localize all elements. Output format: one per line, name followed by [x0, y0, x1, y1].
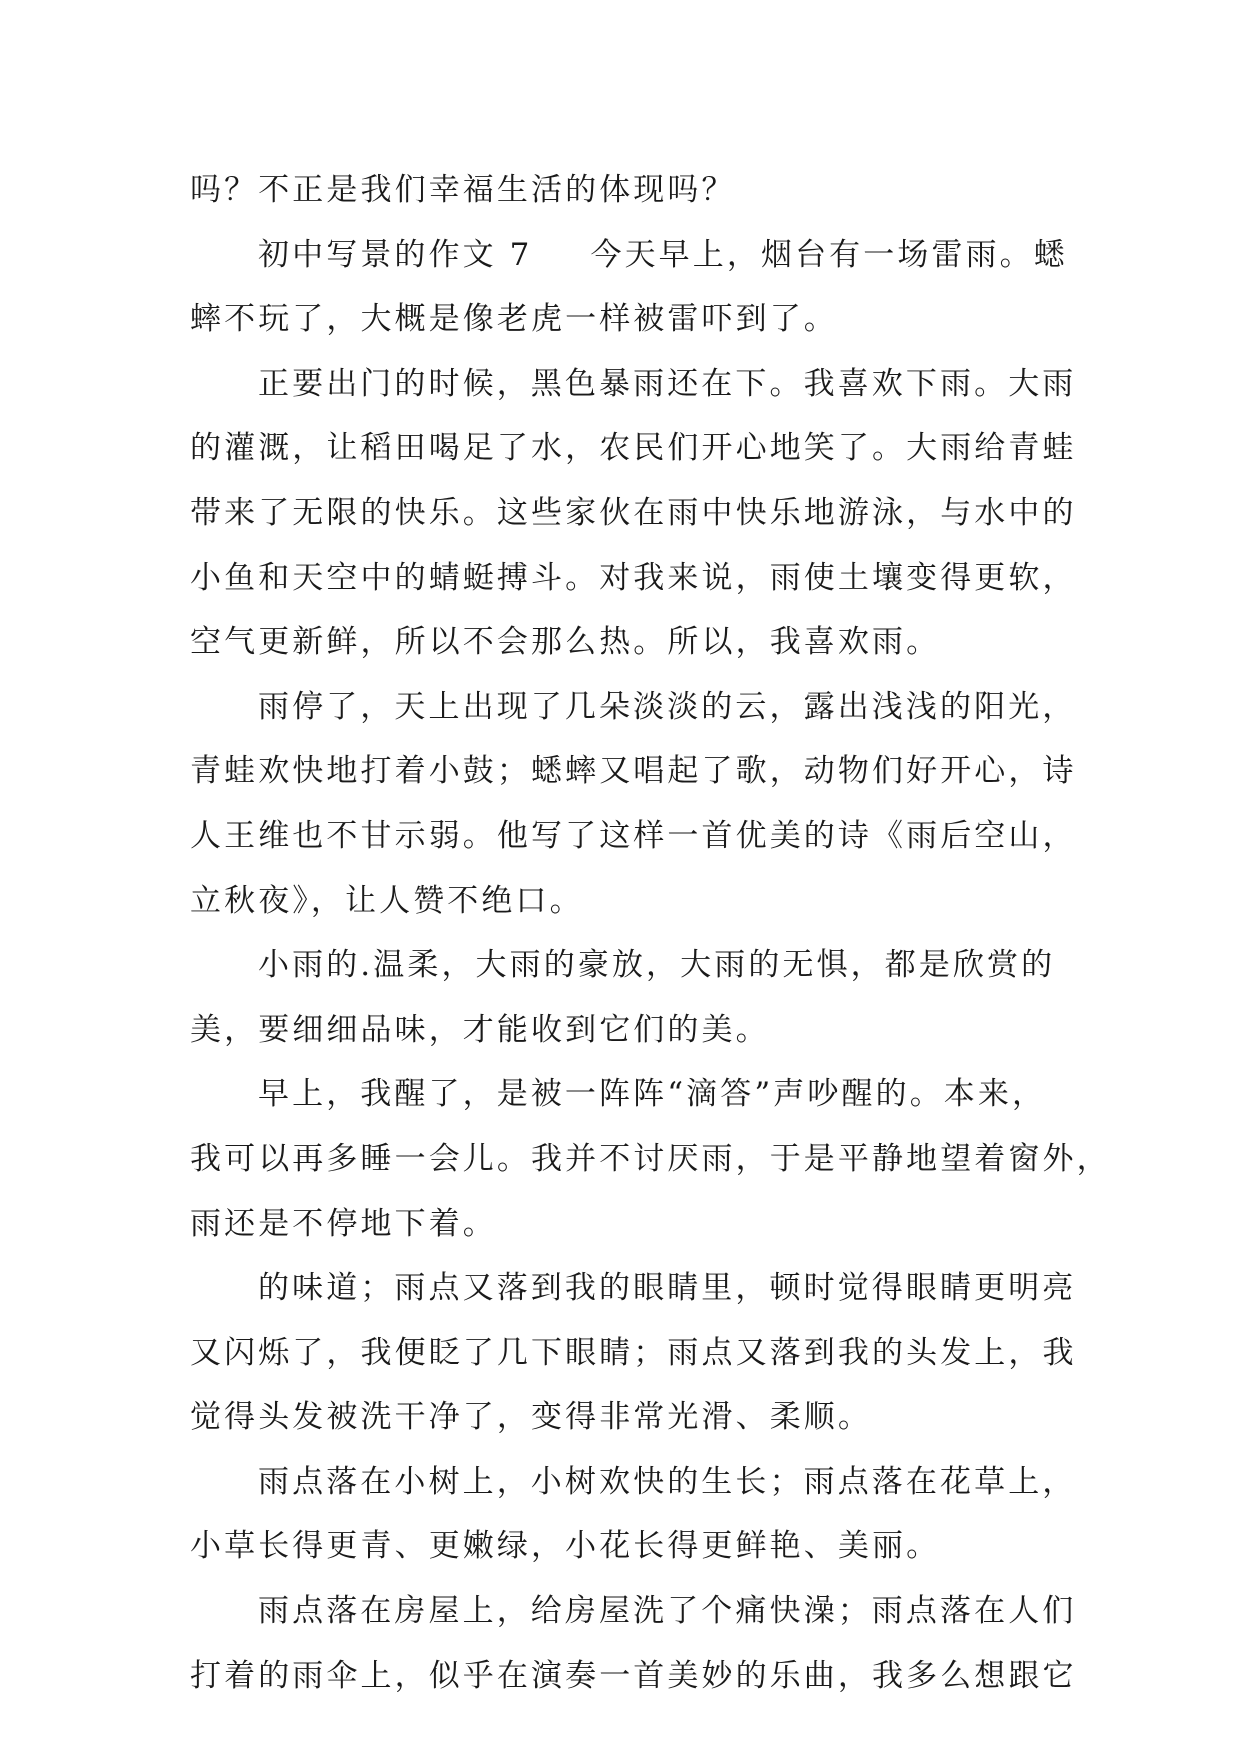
text-line: 的灌溉，让稻田喝足了水，农民们开心地笑了。大雨给青蛙: [190, 430, 1077, 467]
text-line: 雨还是不停地下着。: [190, 1205, 497, 1242]
text-line: 青蛙欢快地打着小鼓；蟋蟀又唱起了歌，动物们好开心，诗: [190, 753, 1077, 790]
text-line: 人王维也不甘示弱。他写了这样一首优美的诗《雨后空山，: [190, 817, 1077, 854]
text-line: 打着的雨伞上，似乎在演奏一首美妙的乐曲，我多么想跟它: [190, 1657, 1077, 1694]
paragraph: [190, 1579, 1077, 1708]
paragraph: [190, 675, 1077, 933]
text-line: 小鱼和天空中的蜻蜓搏斗。对我来说，雨使土壤变得更软，: [190, 559, 1077, 596]
text-line: 觉得头发被洗干净了，变得非常光滑、柔顺。: [190, 1399, 872, 1436]
text-line: 正要出门的时候，黑色暴雨还在下。我喜欢下雨。大雨: [258, 365, 1077, 402]
text-line: 小雨的.温柔，大雨的豪放，大雨的无惧，都是欣赏的: [258, 947, 1056, 984]
paragraph: [190, 352, 1077, 675]
text-line: 的味道；雨点又落到我的眼睛里，顿时觉得眼睛更明亮: [258, 1270, 1077, 1307]
paragraph: [190, 1256, 1077, 1450]
text-line: 我可以再多睡一会儿。我并不讨厌雨，于是平静地望着窗外，: [190, 1140, 1111, 1177]
text-line: 又闪烁了，我便眨了几下眼睛；雨点又落到我的头发上，我: [190, 1334, 1077, 1371]
paragraph: [190, 933, 1060, 1062]
document-body: [190, 158, 1111, 1708]
text-line: 雨点落在房屋上，给房屋洗了个痛快澡；雨点落在人们: [258, 1593, 1077, 1630]
text-line: 雨点落在小树上，小树欢快的生长；雨点落在花草上，: [258, 1463, 1077, 1500]
paragraph: [190, 158, 1060, 223]
paragraph: [190, 223, 1068, 352]
text-line: 小草长得更青、更嫩绿，小花长得更鲜艳、美丽。: [190, 1528, 941, 1565]
paragraph: [190, 1450, 1077, 1579]
text-line: 美，要细细品味，才能收到它们的美。: [190, 1011, 770, 1048]
text-line: 空气更新鲜，所以不会那么热。所以，我喜欢雨。: [190, 624, 941, 661]
text-line: 雨停了，天上出现了几朵淡淡的云，露出浅浅的阳光，: [258, 688, 1077, 725]
text-line: 早上，我醒了，是被一阵阵“滴答”声吵醒的。本来，: [258, 1076, 1047, 1113]
text-line: 立秋夜》，让人赞不绝口。: [190, 882, 584, 919]
paragraph: [190, 1062, 1111, 1256]
text-line: 蟀不玩了，大概是像老虎一样被雷吓到了。: [190, 301, 838, 338]
text-fragment: 今天早上，烟台有一场雷雨。蟋: [590, 236, 1068, 273]
text-line: 吗？不正是我们幸福生活的体现吗？: [190, 172, 736, 208]
essay-heading: 初中写景的作文 7: [258, 236, 533, 273]
text-line: 带来了无限的快乐。这些家伙在雨中快乐地游泳，与水中的: [190, 494, 1077, 531]
text-line: [190, 223, 1068, 288]
